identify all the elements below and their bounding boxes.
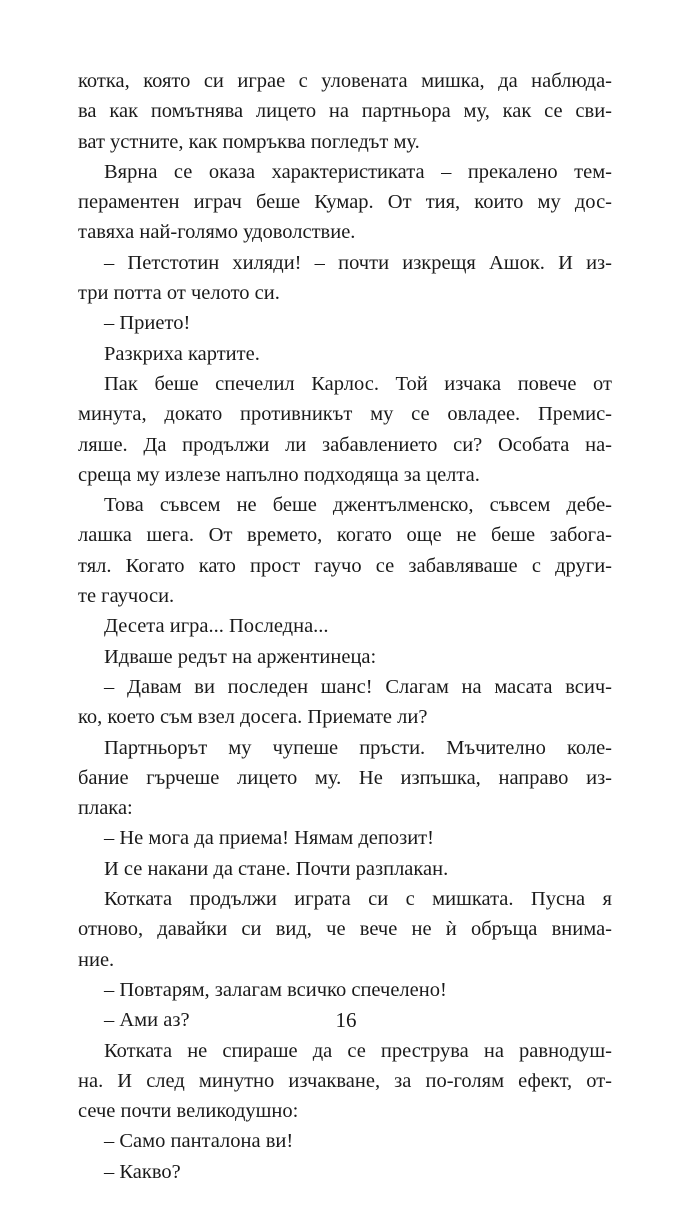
text-line: Вярна се оказа характеристиката – прекалено тем- (104, 160, 612, 183)
text-line: на. И след минутно изчакване, за по-голям ефект, от- (78, 1069, 612, 1092)
text-line: И се накани да стане. Почти разплакан. (104, 857, 449, 880)
paragraph (78, 975, 612, 1005)
text-line: ние. (78, 948, 115, 971)
text-line: сече почти великодушно: (78, 1100, 299, 1123)
text-line: тял. Когато като прост гаучо се забавляваше с други- (78, 554, 612, 577)
paragraph (78, 733, 612, 824)
text-line: среща му излезе напълно подходяща за целта. (78, 463, 480, 486)
text-line: Това съвсем не беше джентълменско, съвсем дебе- (104, 494, 612, 517)
text-line: ляше. Да продължи ли забавлението си? Особата на- (78, 433, 612, 456)
text-line: лашка шега. От времето, когато още не беше забога- (78, 524, 612, 547)
text-line: ва как помътнява лицето на партньора му, как се сви- (78, 100, 612, 123)
text-line: Котката продължи играта си с мишката. Пусна я (104, 888, 612, 911)
text-line: Разкриха картите. (104, 342, 260, 365)
text-line: минута, докато противникът му се овладее. Премис- (78, 403, 612, 426)
text-line: – Само панталона ви! (104, 1130, 294, 1153)
paragraph (78, 823, 612, 853)
paragraph (78, 854, 612, 884)
text-line: Пак беше спечелил Карлос. Той изчака повече от (104, 372, 612, 395)
paragraph (78, 248, 612, 309)
text-line: Партньорът му чупеше пръсти. Мъчително коле- (104, 736, 612, 759)
paragraph (78, 308, 612, 338)
paragraph (78, 1126, 612, 1156)
text-line: три потта от челото си. (78, 282, 280, 305)
text-line: котка, която си играе с уловената мишка, да наблюда- (78, 70, 612, 92)
text-line: ко, което съм взел досега. Приемате ли? (78, 706, 428, 729)
text-line: ват устните, как помръква погледът му. (78, 130, 420, 153)
page-number: 16 (335, 1008, 357, 1032)
paragraph (78, 1036, 612, 1127)
paragraph (78, 490, 612, 611)
text-line: – Какво? (104, 1160, 181, 1183)
text-line: пераментен играч беше Кумар. От тия, които му дос- (78, 191, 612, 214)
text-line: – Петстотин хиляди! – почти изкрещя Ашок. И из- (104, 251, 612, 274)
paragraph (78, 369, 612, 490)
paragraph (78, 157, 612, 248)
text-line: бание гърчеше лицето му. Не изпъшка, направо из- (78, 766, 612, 789)
paragraph (78, 1157, 612, 1187)
paragraph (78, 642, 612, 672)
text-line: – Прието! (104, 312, 191, 335)
text-line: Десета игра... Последна... (104, 615, 329, 638)
text-line: – Повтарям, залагам всичко спечелено! (104, 978, 447, 1001)
paragraph (78, 672, 612, 733)
paragraph (78, 611, 612, 641)
text-line: плака: (78, 797, 133, 820)
paragraph (78, 66, 612, 157)
text-line: Идваше редът на аржентинеца: (104, 645, 377, 668)
text-line: тавяха най-голямо удоволствие. (78, 221, 356, 244)
text-line: – Ами аз? (104, 1009, 190, 1032)
text-line: Котката не спираше да се преструва на равнодуш- (104, 1039, 612, 1062)
text-line: те гаучоси. (78, 585, 175, 608)
paragraph (78, 339, 612, 369)
text-line: – Не мога да приема! Нямам депозит! (104, 827, 434, 850)
paragraph (78, 884, 612, 975)
text-line: – Давам ви последен шанс! Слагам на масата всич- (104, 675, 612, 698)
text-line: отново, давайки си вид, че вече не ѝ обръща внима- (78, 918, 612, 941)
